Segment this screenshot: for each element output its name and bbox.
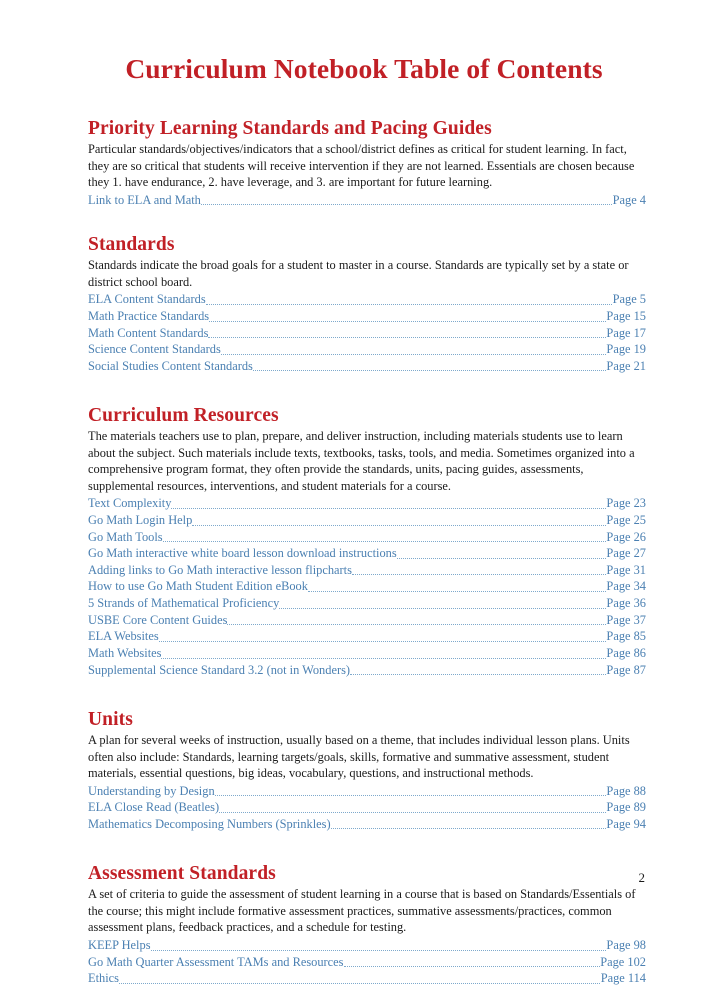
dot-leader [352, 567, 606, 575]
toc-content [82, 117, 646, 987]
toc-entry-page-number[interactable]: Page 98 [606, 937, 646, 952]
toc-entry-label[interactable]: ELA Close Read (Beatles) [88, 800, 220, 815]
toc-entry-page-number[interactable]: Page 19 [606, 342, 646, 357]
toc-entry-label[interactable]: Ethics [88, 971, 119, 986]
toc-entry[interactable] [88, 937, 646, 954]
dot-leader [308, 584, 606, 592]
section-heading: Assessment Standards [88, 863, 276, 885]
toc-entry-label[interactable]: Go Math interactive white board lesson download instructions [88, 546, 397, 561]
section-description: A set of criteria to guide the assessment of student learning in a course that is based on Standards/Essentials of the course; this might include formative assessment practices, summative assessments/practices, common assessment plans, feedback practices, and a schedule for testing. [88, 887, 636, 935]
dot-leader [209, 314, 606, 322]
toc-entry-page-number[interactable]: Page 89 [606, 800, 646, 815]
dot-leader [208, 330, 605, 338]
dot-leader [163, 534, 606, 542]
toc-entry-label[interactable]: Supplemental Science Standard 3.2 (not in Wonders) [88, 662, 351, 677]
toc-entry-page-number[interactable]: Page 17 [606, 325, 646, 340]
toc-entry-list [88, 783, 646, 833]
dot-leader [161, 651, 605, 659]
dot-leader [201, 197, 612, 205]
toc-entry-label[interactable]: Science Content Standards [88, 342, 221, 357]
toc-entry-page-number[interactable]: Page 31 [606, 562, 646, 577]
toc-entry[interactable] [88, 628, 646, 645]
toc-entry-page-number[interactable]: Page 87 [606, 662, 646, 677]
toc-entry-page-number[interactable]: Page 94 [606, 816, 646, 831]
toc-entry[interactable] [88, 612, 646, 629]
toc-entry[interactable] [88, 545, 646, 562]
dot-leader [119, 976, 600, 984]
toc-entry[interactable] [88, 358, 646, 375]
toc-entry-page-number[interactable]: Page 102 [600, 954, 646, 969]
dot-leader [192, 518, 606, 526]
toc-entry[interactable] [88, 954, 646, 971]
toc-entry-label[interactable]: ELA Websites [88, 629, 159, 644]
dot-leader [279, 601, 606, 609]
toc-entry[interactable] [88, 645, 646, 662]
toc-entry[interactable] [88, 325, 646, 342]
dot-leader [206, 297, 612, 305]
section-heading: Units [88, 709, 133, 731]
toc-entry[interactable] [88, 192, 646, 209]
toc-entry-page-number[interactable]: Page 25 [606, 513, 646, 528]
dot-leader [227, 617, 606, 625]
toc-entry-label[interactable]: Text Complexity [88, 496, 172, 511]
dot-leader [350, 667, 606, 675]
toc-entry-page-number[interactable]: Page 5 [612, 292, 646, 307]
toc-entry-label[interactable]: KEEP Helps [88, 937, 151, 952]
toc-entry-label[interactable]: Link to ELA and Math [88, 192, 201, 207]
toc-entry-list [88, 937, 646, 987]
toc-entry[interactable] [88, 308, 646, 325]
toc-entry-page-number[interactable]: Page 36 [606, 596, 646, 611]
toc-entry-page-number[interactable]: Page 114 [600, 971, 646, 986]
toc-entry[interactable] [88, 662, 646, 679]
toc-entry-page-number[interactable]: Page 23 [606, 496, 646, 511]
toc-entry-page-number[interactable]: Page 37 [606, 612, 646, 627]
toc-section [88, 404, 646, 678]
toc-entry-label[interactable]: USBE Core Content Guides [88, 612, 228, 627]
toc-entry[interactable] [88, 783, 646, 800]
footer-page-number: 2 [638, 870, 645, 885]
section-heading: Priority Learning Standards and Pacing Guides [88, 118, 492, 140]
toc-entry-list [88, 291, 646, 374]
toc-entry[interactable] [88, 562, 646, 579]
dot-leader [344, 959, 600, 967]
toc-entry-label[interactable]: Go Math Tools [88, 529, 163, 544]
toc-entry-page-number[interactable]: Page 88 [606, 783, 646, 798]
toc-entry-page-number[interactable]: Page 21 [606, 358, 646, 373]
section-heading: Standards [88, 234, 175, 256]
toc-entry[interactable] [88, 816, 646, 833]
toc-entry[interactable] [88, 291, 646, 308]
toc-entry-list [88, 192, 646, 209]
toc-entry-label[interactable]: How to use Go Math Student Edition eBook [88, 579, 308, 594]
toc-entry[interactable] [88, 512, 646, 529]
dot-leader [221, 347, 606, 355]
toc-entry-label[interactable]: Social Studies Content Standards [88, 358, 253, 373]
page-title: Curriculum Notebook Table of Contents [125, 53, 603, 84]
toc-section [88, 708, 646, 832]
toc-entry[interactable] [88, 495, 646, 512]
toc-entry-page-number[interactable]: Page 34 [606, 579, 646, 594]
toc-entry-list [88, 495, 646, 678]
toc-entry-label[interactable]: 5 Strands of Mathematical Proficiency [88, 596, 280, 611]
toc-entry-label[interactable]: Math Practice Standards [88, 308, 210, 323]
dot-leader [151, 943, 606, 951]
section-heading: Curriculum Resources [88, 405, 279, 427]
dot-leader [219, 805, 606, 813]
toc-entry-page-number[interactable]: Page 85 [606, 629, 646, 644]
toc-entry[interactable] [88, 529, 646, 546]
section-description: Standards indicate the broad goals for a student to master in a course. Standards are typically set by a state or district school board. [88, 258, 629, 289]
dot-leader [159, 634, 606, 642]
toc-entry[interactable] [88, 341, 646, 358]
toc-entry[interactable] [88, 799, 646, 816]
toc-section [88, 117, 646, 208]
section-description: The materials teachers use to plan, prepare, and deliver instruction, including materials students use to learn about the subject. Such materials include texts, textbooks, tasks, tools, and media. Sometimes organized into a comprehensive program format, they often provide the standards, units, pacing guides, assessments, supplemental resources, interventions, and student materials for a course. [88, 429, 635, 493]
dot-leader [253, 363, 606, 371]
dot-leader [331, 821, 606, 829]
toc-entry-label[interactable]: Understanding by Design [88, 783, 215, 798]
toc-entry-label[interactable]: ELA Content Standards [88, 292, 206, 307]
toc-entry[interactable] [88, 970, 646, 987]
dot-leader [397, 551, 606, 559]
sections-container [88, 117, 646, 987]
dot-leader [171, 501, 605, 509]
section-description: A plan for several weeks of instruction, usually based on a theme, that includes individual lesson plans. Units often also include: Standards, learning targets/goals, skills, formative and summative assessment, student materials, essential questions, big ideas, vocabulary, questions, and instructional methods. [88, 733, 630, 781]
toc-entry-page-number[interactable]: Page 15 [606, 308, 646, 323]
toc-entry-label[interactable]: Math Content Standards [88, 325, 209, 340]
dot-leader [215, 788, 606, 796]
toc-entry[interactable] [88, 578, 646, 595]
toc-entry-page-number[interactable]: Page 26 [606, 529, 646, 544]
toc-entry-label[interactable]: Mathematics Decomposing Numbers (Sprinkles) [88, 816, 331, 831]
toc-entry-label[interactable]: Go Math Login Help [88, 513, 193, 528]
toc-section [88, 233, 646, 374]
toc-entry-label[interactable]: Math Websites [88, 645, 162, 660]
toc-section [88, 862, 646, 986]
toc-entry-label[interactable]: Go Math Quarter Assessment TAMs and Resources [88, 954, 344, 969]
toc-entry-page-number[interactable]: Page 86 [606, 645, 646, 660]
toc-entry-label[interactable]: Adding links to Go Math interactive lesson flipcharts [88, 562, 352, 577]
toc-entry-page-number[interactable]: Page 4 [612, 192, 646, 207]
section-description: Particular standards/objectives/indicators that a school/district defines as critical for student learning. In fact, they are so critical that students will receive intervention if they are not learned. Essentials are chosen because they 1. have endurance, 2. have leverage, and 3. are important for future learning. [88, 142, 635, 190]
toc-entry-page-number[interactable]: Page 27 [606, 546, 646, 561]
toc-entry[interactable] [88, 595, 646, 612]
